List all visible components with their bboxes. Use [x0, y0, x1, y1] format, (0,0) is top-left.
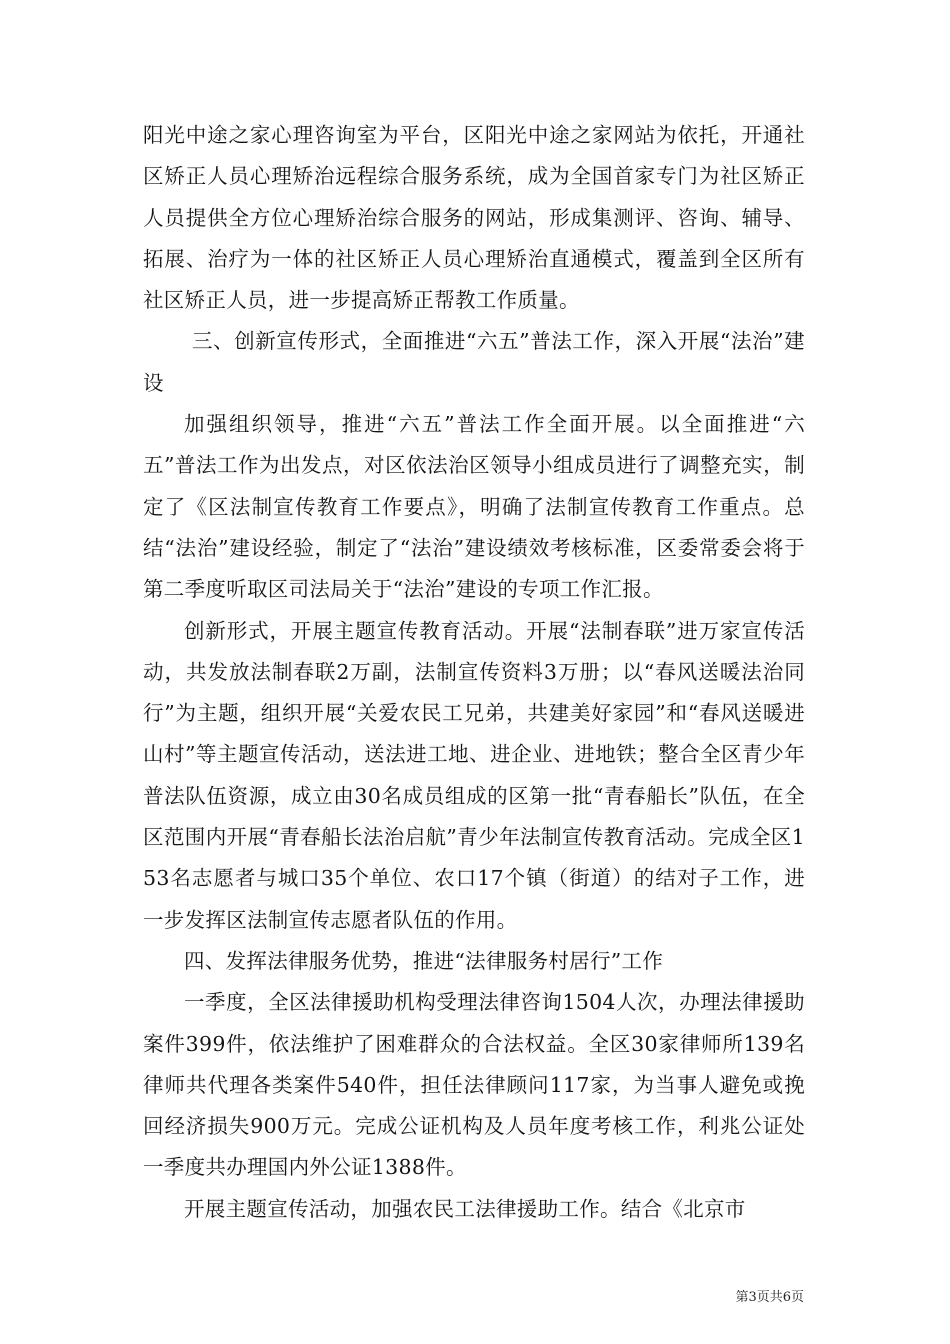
paragraph-migrant-worker-aid: 开展主题宣传活动，加强农民工法律援助工作。结合《北京市 — [184, 1196, 746, 1221]
paragraph-theme-publicity: 创新形式，开展主题宣传教育活动。开展“法制春联”进万家宣传活动，共发放法制春联2万副，法制宣传资料3万册；以“春风送暖法治同行”为主题，组织开展“关爱农民工兄弟，共建美好家园”和“春风送暖进山村”等主题宣传活动，送法进工地、进企业、进地铁；整合全区青少年普法队伍资源，成立由30名成员组成的区第一批“青春船长”队伍，在全区范围内开展“青春船长法治启航”青少年法制宣传教育活动。完成全区153名志愿者与城口35个单位、农口17个镇（街道）的结对子工作，进一步发挥区法制宣传志愿者队伍的作用。 — [143, 618, 805, 932]
page-number-footer: 第3页共6页 — [735, 1290, 804, 1305]
paragraph-continuation: 阳光中途之家心理咨询室为平台，区阳光中途之家网站为依托，开通社区矫正人员心理矫治远程综合服务系统，成为全国首家专门为社区矫正人员提供全方位心理矫治综合服务的网站，形成集测评、咨询、辅导、拓展、治疗为一体的社区矫正人员心理矫治直通模式，覆盖到全区所有社区矫正人员，进一步提高矫正帮教工作质量。 — [143, 123, 805, 313]
section-heading-three: 三、创新宣传形式，全面推进“六五”普法工作，深入开展“法治”建设 — [143, 329, 805, 395]
paragraph-first-quarter-stats: 一季度，全区法律援助机构受理法律咨询1504人次，办理法律援助案件399件，依法维护了困难群众的合法权益。全区30家律师所139名律师共代理各类案件540件，担任法律顾问117家，为当事人避免或挽回经济损失900万元。完成公证机构及人员年度考核工作，利兆公证处一季度共办理国内外公证1388件。 — [143, 990, 805, 1180]
section-heading-four: 四、发挥法律服务优势，推进“法律服务村居行”工作 — [184, 948, 664, 973]
paragraph-organization-leadership: 加强组织领导，推进“六五”普法工作全面开展。以全面推进“六五”普法工作为出发点，对区依法治区领导小组成员进行了调整充实，制定了《区法制宣传教育工作要点》，明确了法制宣传教育工作重点。总结“法治”建设经验，制定了“法治”建设绩效考核标准，区委常委会将于第二季度听取区司法局关于“法治”建设的专项工作汇报。 — [143, 412, 805, 602]
document-body — [143, 115, 805, 1230]
